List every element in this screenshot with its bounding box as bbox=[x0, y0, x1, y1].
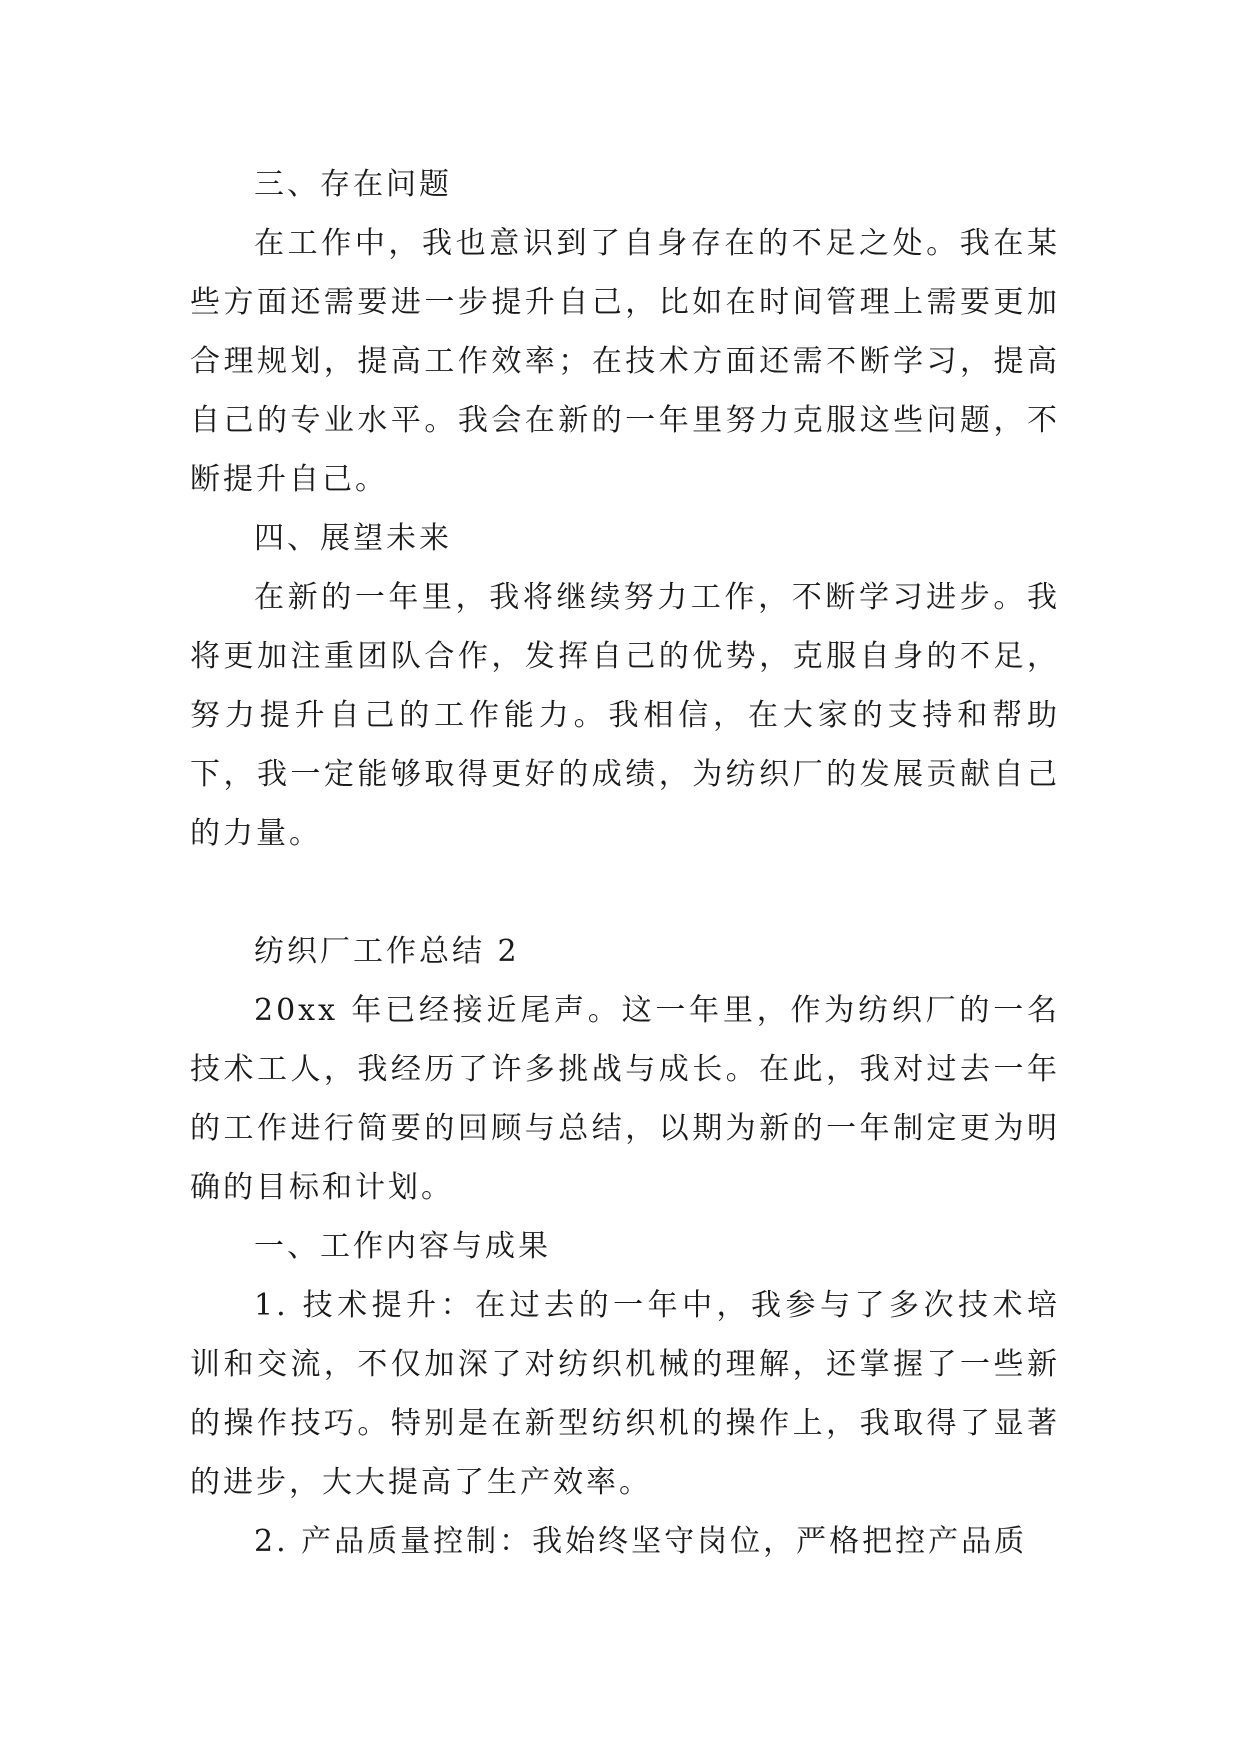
section-heading: 一、工作内容与成果 bbox=[254, 1229, 551, 1264]
document-body bbox=[190, 155, 1060, 1571]
list-item-paragraph: 1. 技术提升：在过去的一年中，我参与了多次技术培训和交流，不仅加深了对纺织机械的理解，还掌握了一些新的操作技巧。特别是在新型纺织机的操作上，我取得了显著的进步，大大提高了生产效率。 bbox=[190, 1288, 1060, 1500]
section-heading: 四、展望未来 bbox=[254, 521, 452, 556]
paragraph: 在工作中，我也意识到了自身存在的不足之处。我在某些方面还需要进一步提升自己，比如在时间管理上需要更加合理规划，提高工作效率；在技术方面还需不断学习，提高自己的专业水平。我会在新的一年里努力克服这些问题，不断提升自己。 bbox=[190, 226, 1060, 497]
list-item-paragraph: 2. 产品质量控制：我始终坚守岗位，严格把控产品质 bbox=[254, 1524, 1028, 1559]
article-title: 纺织厂工作总结 2 bbox=[254, 934, 520, 969]
section-heading: 三、存在问题 bbox=[254, 167, 452, 202]
blank-line bbox=[190, 863, 1060, 922]
paragraph: 在新的一年里，我将继续努力工作，不断学习进步。我将更加注重团队合作，发挥自己的优势，克服自身的不足，努力提升自己的工作能力。我相信，在大家的支持和帮助下，我一定能够取得更好的成绩，为纺织厂的发展贡献自己的力量。 bbox=[190, 580, 1060, 851]
paragraph: 20xx 年已经接近尾声。这一年里，作为纺织厂的一名技术工人，我经历了许多挑战与成长。在此，我对过去一年的工作进行简要的回顾与总结，以期为新的一年制定更为明确的目标和计划。 bbox=[190, 993, 1060, 1205]
